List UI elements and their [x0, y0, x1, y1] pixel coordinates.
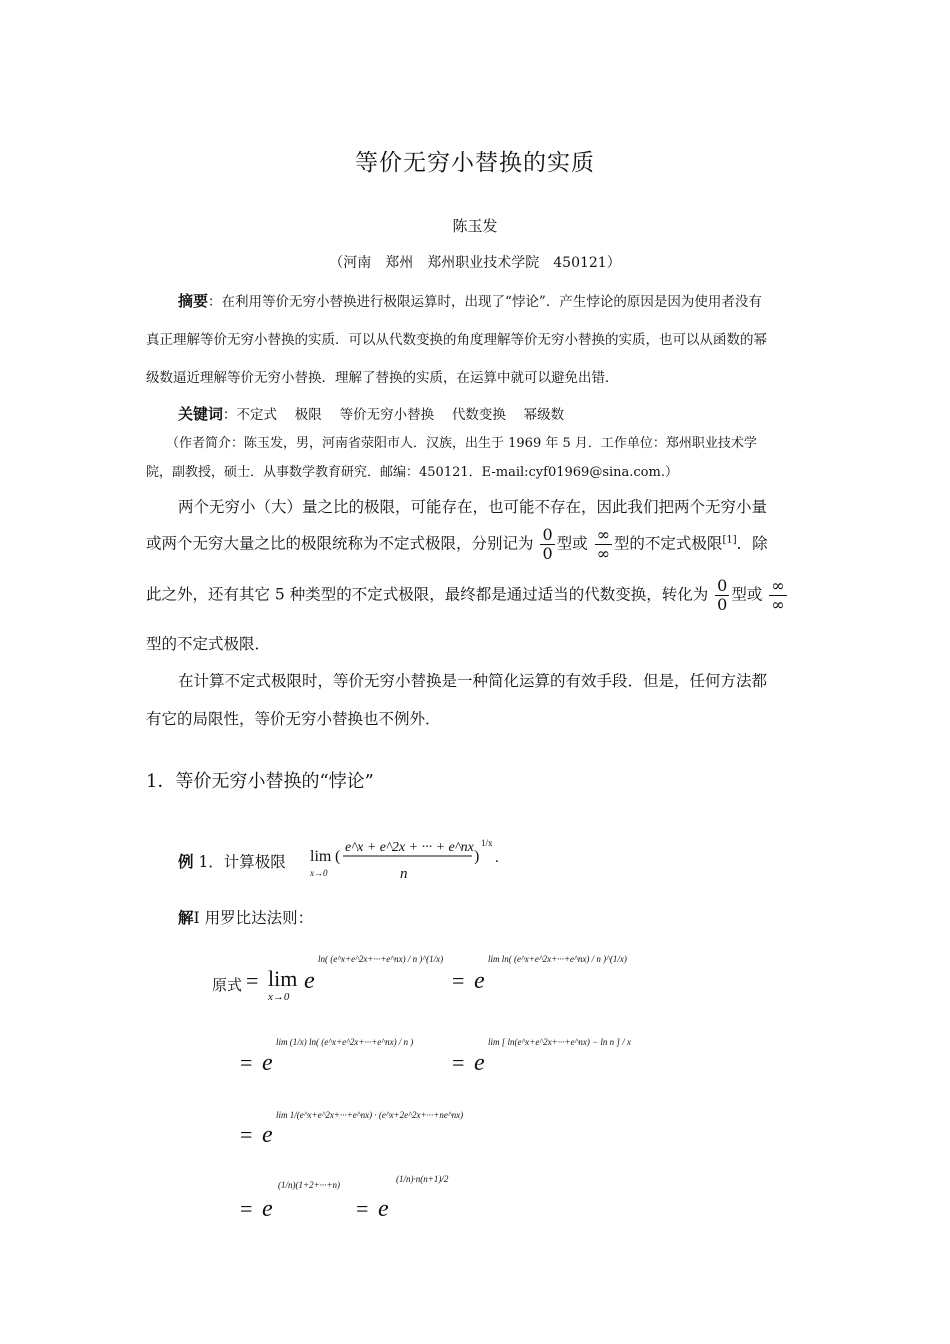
- svg-text:=: =: [240, 1122, 253, 1147]
- abstract-line-2: 真正理解等价无穷小替换的实质．可以从代数变换的角度理解等价无穷小替换的实质，也可以从函数的幂: [146, 332, 767, 348]
- zero-over-zero: $\frac{0}{0}$: [542, 525, 553, 563]
- author-name: 陈玉发: [452, 217, 498, 235]
- abstract-line-1: 摘要：在利用等价无穷小替换进行极限运算时，出现了“悖论”．产生悖论的原因是因为使用者没有: [178, 292, 762, 310]
- svg-text:lim ln( (e^x+e^2x+···+e^nx) /: lim ln( (e^x+e^2x+···+e^nx) / n )^(1/x): [488, 954, 627, 964]
- author-affiliation: （河南 郑州 郑州职业技术学院 450121）: [329, 255, 621, 271]
- section-heading: 1．等价无穷小替换的“悖论”: [146, 771, 374, 792]
- svg-text:lim: lim: [268, 966, 298, 991]
- para1-line-4: 型的不定式极限．: [146, 635, 271, 653]
- svg-text:ln( (e^x+e^2x+···+e^nx) / n )^: ln( (e^x+e^2x+···+e^nx) / n )^(1/x): [318, 954, 444, 964]
- svg-text:e: e: [262, 1122, 273, 1148]
- svg-text:.: .: [495, 850, 499, 866]
- keywords-text: ：不定式 极限 等价无穷小替换 代数变换 幂级数: [223, 407, 565, 423]
- svg-text:=: =: [240, 1050, 253, 1075]
- inf-over-inf: $\frac{\infty}{\infty}$: [596, 525, 610, 563]
- paper-title: 等价无穷小替换的实质: [355, 150, 595, 176]
- para2-line-2: 有它的局限性，等价无穷小替换也不例外．: [146, 710, 441, 728]
- svg-text:=: =: [452, 968, 465, 993]
- svg-text:e: e: [262, 1050, 273, 1076]
- keywords: [178, 403, 564, 424]
- svg-text:e: e: [262, 1196, 273, 1222]
- para1-line-1: 两个无穷小（大）量之比的极限，可能存在，也可能不存在，因此我们把两个无穷小量: [178, 498, 768, 516]
- svg-text:(1/n)(1+2+···+n): (1/n)(1+2+···+n): [278, 1180, 340, 1190]
- inf-over-inf-2: $\frac{\infty}{\infty}$: [771, 576, 785, 614]
- example-limit-formula: [300, 826, 520, 886]
- svg-text:lim [ ln(e^x+e^2x+···+e^nx) −: lim [ ln(e^x+e^2x+···+e^nx) − ln n ] / x: [488, 1037, 631, 1047]
- svg-text:): ): [474, 848, 480, 865]
- svg-text:e^x + e^2x + ··· + e^nx: e^x + e^2x + ··· + e^nx: [345, 840, 474, 855]
- svg-text:lim 1/(e^x+e^2x+···+e^nx) · (e: lim 1/(e^x+e^2x+···+e^nx) · (e^x+2e^2x+···+ne^nx): [276, 1110, 464, 1120]
- svg-text:x→0: x→0: [310, 868, 328, 878]
- svg-text:=: =: [356, 1196, 369, 1221]
- example-label: 例 1．计算极限: [178, 852, 286, 871]
- svg-text:e: e: [378, 1196, 389, 1222]
- solution-label: 解Ⅰ 用罗比达法则：: [178, 908, 314, 927]
- svg-text:原式: 原式: [212, 978, 243, 994]
- svg-text:e: e: [474, 968, 485, 994]
- keywords-label: 关键词: [178, 405, 224, 423]
- svg-text:1/x: 1/x: [481, 838, 493, 848]
- svg-text:lim (1/x) ln( (e^x+e^2x+···+e^: lim (1/x) ln( (e^x+e^2x+···+e^nx) / n ): [276, 1037, 414, 1047]
- svg-text:=: =: [240, 1196, 253, 1221]
- zero-over-zero-2: $\frac{0}{0}$: [717, 576, 728, 614]
- citation-ref: [1]: [722, 534, 737, 546]
- svg-text:=: =: [246, 968, 259, 993]
- svg-text:x→0: x→0: [268, 991, 290, 1003]
- svg-text:=: =: [452, 1050, 465, 1075]
- derivation-block: [200, 930, 660, 1230]
- para1-line-2: 或两个无穷大量之比的极限统称为不定式极限，分别记为 $\frac{0}{0}$ 型或 $\frac{\infty}{\infty}$ 型的不定式极限[1]．除: [146, 525, 768, 563]
- svg-text:n: n: [400, 866, 408, 882]
- para2-line-1: 在计算不定式极限时，等价无穷小替换是一种简化运算的有效手段．但是，任何方法都: [178, 672, 768, 690]
- svg-text:e: e: [304, 968, 315, 994]
- svg-text:(1/n)·n(n+1)/2: (1/n)·n(n+1)/2: [396, 1174, 449, 1184]
- author-note-line-1: （作者简介：陈玉发，男，河南省荥阳市人．汉族，出生于 1969 年 5 月．工作单位：郑州职业技术学: [166, 436, 757, 451]
- svg-text:e: e: [474, 1050, 485, 1076]
- author-note-line-2: 院，副教授，硕士．从事数学教育研究．邮编：450121．E-mail:cyf01969@sina.com.）: [146, 465, 678, 480]
- abstract-line-3: 级数逼近理解等价无穷小替换．理解了替换的实质，在运算中就可以避免出错．: [146, 370, 619, 386]
- svg-text:(: (: [335, 848, 341, 865]
- para1-line-3: 此之外，还有其它 5 种类型的不定式极限，最终都是通过适当的代数变换，转化为 $\frac{0}{0}$ 型或 $\frac{\infty}{\infty}$: [146, 576, 785, 614]
- abstract-label: 摘要: [178, 292, 209, 310]
- svg-text:lim: lim: [310, 848, 332, 865]
